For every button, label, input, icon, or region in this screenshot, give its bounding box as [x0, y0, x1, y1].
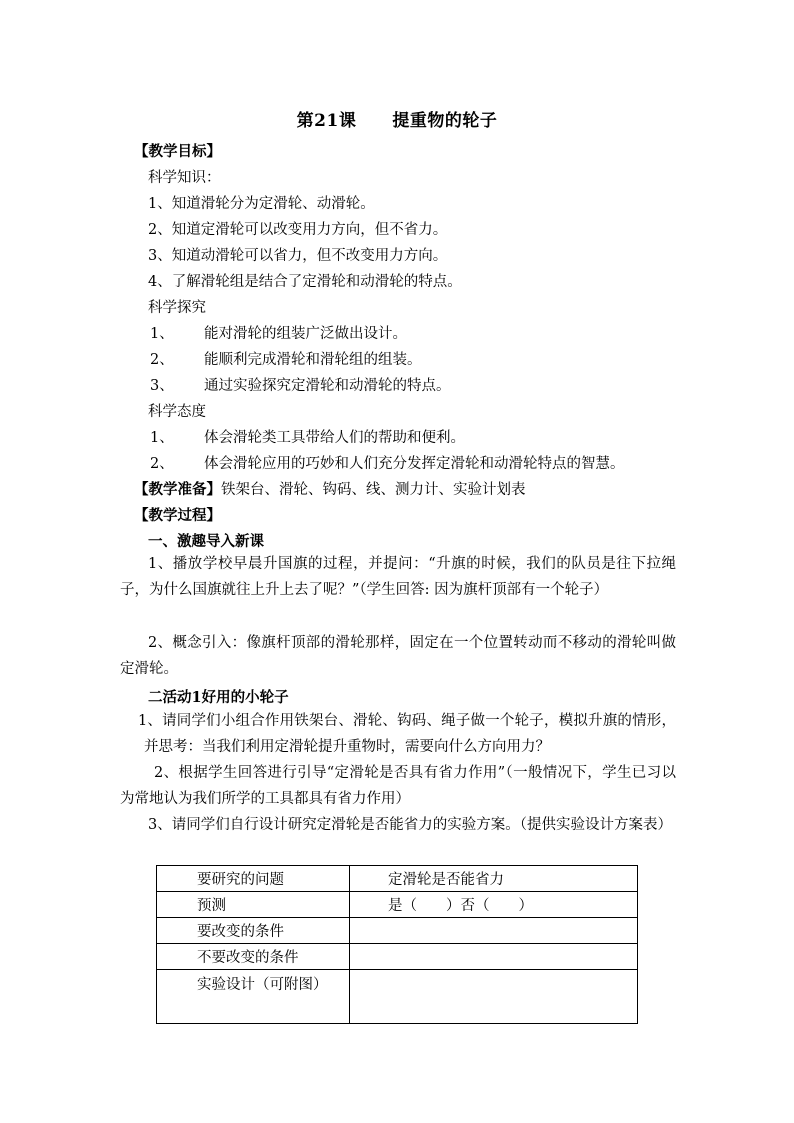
knowledge-item: 1、知道滑轮分为定滑轮、动滑轮。 — [148, 196, 375, 212]
row-label: 不要改变的条件 — [157, 944, 350, 970]
prep-line — [134, 480, 676, 500]
row-label: 要改变的条件 — [157, 918, 350, 944]
row-label: 实验设计（可附图） — [157, 970, 350, 1024]
inquiry-title: 科学探究 — [148, 300, 206, 316]
prep-text: 铁架台、滑轮、钩码、线、测力计、实验计划表 — [221, 482, 526, 498]
paragraph: 1、请同学们小组合作用铁架台、滑轮、钩码、绳子做一个轮子，模拟升旗的情形，并思考：当我们利用定滑轮提升重物时，需要向什么方向用力？ — [138, 713, 676, 755]
experiment-plan-table — [156, 865, 638, 1024]
part1-title: 一、激趣导入新课 — [148, 533, 264, 550]
inquiry-item: 1、 能对滑轮的组装广泛做出设计。 — [150, 326, 407, 342]
table-row — [157, 918, 638, 944]
knowledge-item: 2、知道定滑轮可以改变用力方向，但不省力。 — [148, 222, 448, 238]
attitude-title: 科学态度 — [148, 404, 206, 420]
attitude-item: 1、 体会滑轮类工具带给人们的帮助和便利。 — [150, 430, 465, 446]
knowledge-title: 科学知识： — [148, 170, 221, 186]
row-value: 是（ ）否（ ） — [350, 892, 638, 918]
lesson-number: 第21课 — [296, 111, 357, 131]
row-label: 要研究的问题 — [157, 866, 350, 892]
attitude-item: 2、 体会滑轮应用的巧妙和人们充分发挥定滑轮和动滑轮特点的智慧。 — [150, 456, 625, 472]
row-value — [350, 970, 638, 1024]
table-row — [157, 970, 638, 1024]
goals-heading: 【教学目标】 — [134, 143, 221, 160]
inquiry-item: 3、 通过实验探究定滑轮和动滑轮的特点。 — [150, 378, 451, 394]
table-row — [157, 944, 638, 970]
inquiry-item: 2、 能顺利完成滑轮和滑轮组的组装。 — [150, 352, 422, 368]
lesson-name: 提重物的轮子 — [392, 111, 498, 131]
table-row — [157, 892, 638, 918]
process-heading: 【教学过程】 — [134, 507, 221, 524]
paragraph: 1、播放学校早晨升国旗的过程，并提问：“升旗的时候，我们的队员是往下拉绳子，为什么国旗就往上升上去了呢？”（学生回答: 因为旗杆顶部有一个轮子） — [120, 556, 676, 598]
table-row — [157, 866, 638, 892]
knowledge-item: 4、了解滑轮组是结合了定滑轮和动滑轮的特点。 — [148, 274, 462, 290]
prep-heading: 【教学准备】 — [134, 481, 221, 498]
row-value: 定滑轮是否能省力 — [350, 866, 638, 892]
paragraph: 3、请同学们自行设计研究定滑轮是否能省力的实验方案。（提供实验设计方案表） — [148, 817, 672, 833]
row-value — [350, 944, 638, 970]
part2-title: 二活动1好用的小轮子 — [148, 689, 289, 706]
paragraph: 2、根据学生回答进行引导“定滑轮是否具有省力作用”（一般情况下，学生已习以为常地认为我们所学的工具都具有省力作用） — [120, 765, 676, 807]
page-title — [0, 106, 794, 131]
paragraph: 2、概念引入：像旗杆顶部的滑轮那样，固定在一个位置转动而不移动的滑轮叫做定滑轮。 — [120, 635, 676, 677]
knowledge-item: 3、知道动滑轮可以省力，但不改变用力方向。 — [148, 248, 448, 264]
row-value — [350, 918, 638, 944]
row-label: 预测 — [157, 892, 350, 918]
